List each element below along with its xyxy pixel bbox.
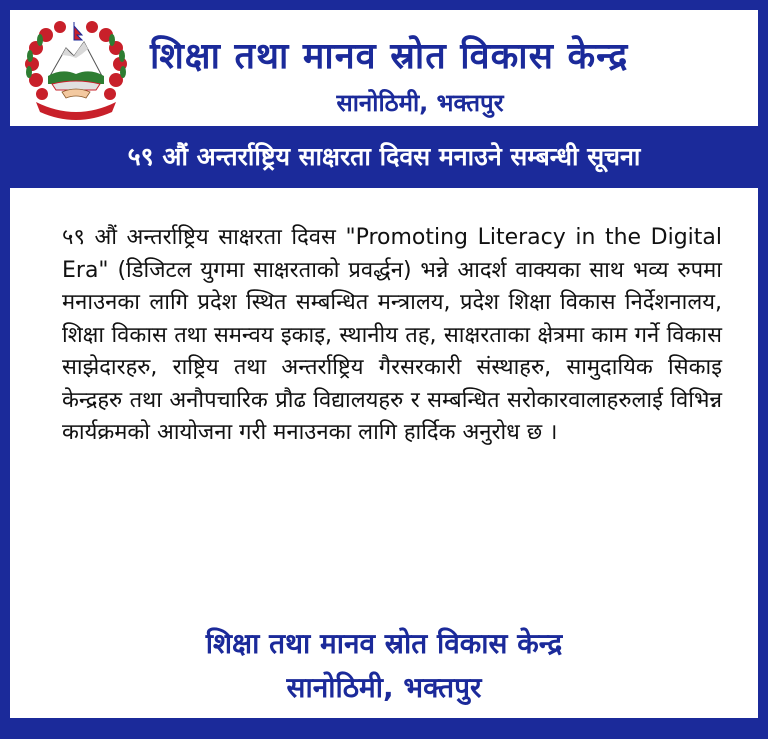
- notice-title: ५९ औं अन्तर्राष्ट्रिय साक्षरता दिवस मनाउने सम्बन्धी सूचना: [127, 142, 641, 171]
- signature-office: शिक्षा तथा मानव स्रोत विकास केन्द्र: [205, 627, 563, 660]
- signature-location: सानोठिमी, भक्तपुर: [286, 671, 482, 704]
- header: [10, 10, 758, 126]
- org-location: सानोठिमी, भक्तपुर: [336, 89, 504, 117]
- notice-content: [10, 188, 758, 718]
- nepal-emblem-icon: [22, 18, 130, 122]
- org-title: शिक्षा तथा मानव स्रोत विकास केन्द्र: [150, 36, 629, 77]
- notice-body: ५९ औं अन्तर्राष्ट्रिय साक्षरता दिवस "Promoting Literacy in the Digital Era" (डिजिटल युगमा साक्षरताको प्रवर्द्धन) भन्ने आदर्श वाक्यका साथ भव्य रुपमा मनाउनका लागि प्रदेश स्थित सम्बन्धित मन्त्रालय, प्रदेश शिक्षा विकास निर्देशनालय, शिक्षा विकास तथा समन्वय इकाइ, स्थानीय तह, साक्षरताका क्षेत्रमा काम गर्ने विकास साझेदारहरु, राष्ट्रिय तथा अन्तर्राष्ट्रिय गैरसरकारी संस्थाहरु, सामुदायिक सिकाइ केन्द्रहरु तथा अनौपचारिक प्रौढ विद्यालयहरु र सम्बन्धित सरोकारवालाहरुलाई विभिन्न कार्यक्रमको आयोजना गरी मनाउनका लागि हार्दिक अनुरोध छ ।: [62, 225, 722, 445]
